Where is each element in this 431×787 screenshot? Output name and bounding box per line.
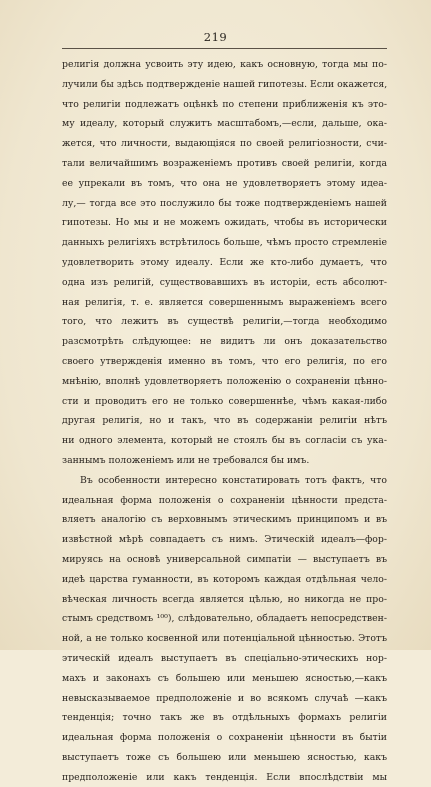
paragraph-2 [62, 471, 387, 787]
text-line: невысказываемое предположеніе и во всякомъ случаѣ —какъ [62, 692, 387, 704]
text-line: стымъ средствомъ ¹⁰⁰), слѣдовательно, обладаетъ непосредствен- [62, 613, 387, 625]
text-line: данныхъ религіяхъ встрѣтилось больше, чѣмъ просто стремленіе [62, 237, 387, 249]
text-line: выступаетъ тоже съ большею или меньшею ясностью, какъ [62, 751, 387, 763]
text-line: предположеніе или какъ тенденція. Если впослѣдствіи мы [62, 771, 387, 783]
text-line: вляетъ аналогію съ верховнымъ этическимъ принципомъ и въ [62, 514, 387, 526]
text-line: что религіи подлежатъ оцѣнкѣ по степени приближенія къ это- [62, 98, 387, 110]
text-line: махъ и законахъ съ большею или меньшею ясностью,—какъ [62, 672, 387, 684]
text-line: того, что лежитъ въ существѣ религіи,—тогда необходимо [62, 316, 387, 328]
text-line: лу,— тогда все это послужило бы тоже подтвержденіемъ нашей [62, 197, 387, 209]
text-line: мируясь на основѣ универсальной симпатіи — выступаетъ въ [62, 553, 387, 565]
text-line: другая религія, но и такъ, что въ содержаніи религіи нѣтъ [62, 415, 387, 427]
text-line: гипотезы. Но мы и не можемъ ожидать, чтобы въ исторически [62, 217, 387, 229]
text-line: жется, что личности, выдающіяся по своей религіозности, счи- [62, 138, 387, 150]
header-rule [62, 48, 387, 49]
text-line: му идеалу, который служитъ масштабомъ,—если, дальше, ока- [62, 118, 387, 130]
text-line: религія должна усвоить эту идею, какъ основную, тогда мы по- [62, 59, 387, 70]
text-line: ной, а не только косвенной или потенціальной цѣнностью. Этотъ [62, 633, 387, 645]
text-line: извѣстной мѣрѣ совпадаетъ съ нимъ. Этическій идеалъ—фор- [62, 534, 387, 546]
text-line: ная религія, т. е. является совершеннымъ выраженіемъ всего [62, 296, 387, 308]
text-line: Въ особенности интересно констатировать тотъ фактъ, что [80, 474, 387, 486]
text-line: заннымъ положеніемъ или не требовался бы имъ. [62, 454, 310, 466]
text-line: одна изъ религій, существовавшихъ въ исторіи, есть абсолют- [62, 276, 387, 288]
text-line: тали величайшимъ возраженіемъ противъ своей религіи, когда [62, 157, 387, 169]
page-number: 219 [203, 30, 228, 44]
text-line: этическій идеалъ выступаетъ въ спеціально-этическихъ нор- [62, 652, 387, 664]
text-line: тенденція; точно такъ же въ отдѣльныхъ формахъ религіи [62, 712, 387, 724]
text-line: разсмотрѣть слѣдующее: не видитъ ли онъ доказательство [62, 336, 387, 348]
text-line: идеѣ царства гуманности, въ которомъ каждая отдѣльная чело- [62, 573, 387, 585]
text-line: сти и проводитъ его не только совершеннѣе, чѣмъ какая-либо [62, 395, 387, 407]
text-line: идеальная форма положенія о сохраненіи цѣнности въ бытіи [62, 732, 387, 744]
text-line: лучили бы здѣсь подтвержденіе нашей гипотезы. Если окажется, [62, 78, 387, 90]
text-line: своего утвержденія именно въ томъ, что его религія, по его [62, 355, 387, 367]
page-body [62, 55, 387, 787]
paragraph-1 [62, 55, 387, 471]
text-line: мнѣнію, вполнѣ удовлетворяетъ положенію о сохраненіи цѣнно- [62, 375, 387, 387]
text-line: идеальная форма положенія о сохраненіи цѣнности предста- [62, 494, 387, 506]
text-line: удовлетворить этому идеалу. Если же кто-либо думаетъ, что [62, 256, 387, 268]
text-line: ни одного элемента, который не стоялъ бы въ согласіи съ ука- [62, 435, 387, 447]
text-line: ее упрекали въ томъ, что она не удовлетворяетъ этому идеа- [62, 177, 387, 189]
text-line: вѣческая личность всегда является цѣлью, но никогда не про- [62, 593, 387, 605]
